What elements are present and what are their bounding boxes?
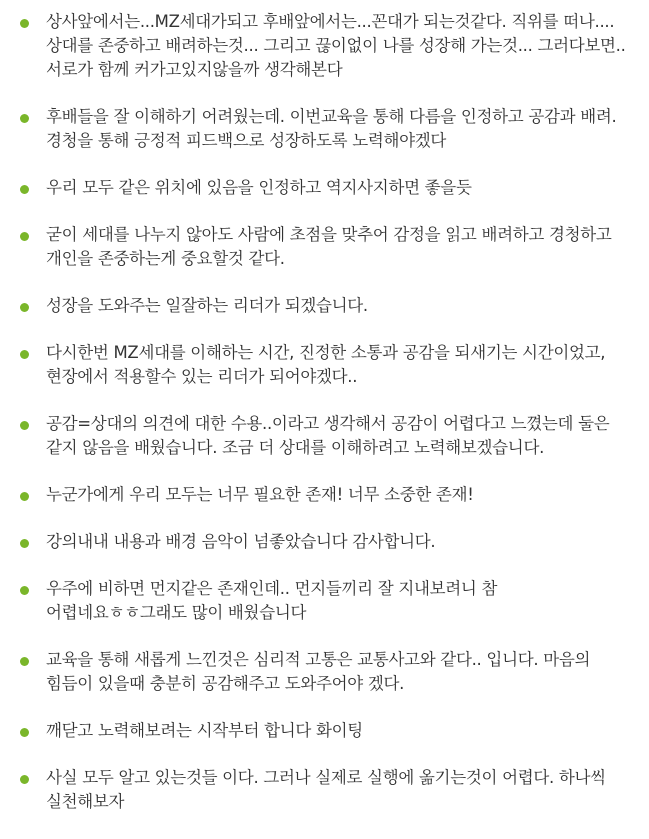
list-item <box>0 577 649 625</box>
bullet-dot-icon <box>20 303 29 312</box>
list-item <box>0 176 649 200</box>
list-item <box>0 341 649 389</box>
comment-text: 강의내내 내용과 배경 음악이 넘좋았습니다 감사합니다. <box>46 532 436 551</box>
comment-text: 누군가에게 우리 모두는 너무 필요한 존재! 너무 소중한 존재! <box>46 485 474 504</box>
bullet-dot-icon <box>20 421 29 430</box>
list-item <box>0 530 649 554</box>
list-item <box>0 294 649 318</box>
list-item <box>0 412 649 460</box>
bullet-dot-icon <box>20 232 29 241</box>
bullet-dot-icon <box>20 492 29 501</box>
comment-text: 굳이 세대를 나누지 않아도 사람에 초점을 맞추어 감정을 읽고 배려하고 경청하고 개인을 존중하는게 중요할것 같다. <box>46 225 612 268</box>
comment-list <box>0 10 649 837</box>
bullet-dot-icon <box>20 350 29 359</box>
list-item <box>0 223 649 271</box>
comment-text: 상사앞에서는...MZ세대가되고 후배앞에서는...꼰대가 되는것같다. 직위를 떠나.... 상대를 존중하고 배려하는것... 그리고 끊이없이 나를 성장해 가는것... 그러다보면..서로가 함께 커가고있지않을까 생각해본다 <box>46 12 626 79</box>
bullet-dot-icon <box>20 185 29 194</box>
bullet-dot-icon <box>20 586 29 595</box>
list-item <box>0 483 649 507</box>
list-item <box>0 719 649 743</box>
comment-text: 깨닫고 노력해보려는 시작부터 합니다 화이팅 <box>46 721 363 740</box>
bullet-dot-icon <box>20 728 29 737</box>
bullet-dot-icon <box>20 19 29 28</box>
list-item <box>0 10 649 82</box>
comment-text: 우리 모두 같은 위치에 있음을 인정하고 역지사지하면 좋을듯 <box>46 178 472 197</box>
comment-text: 사실 모두 알고 있는것들 이다. 그러나 실제로 실행에 옮기는것이 어렵다. 하나씩 실천해보자 <box>46 768 606 811</box>
list-item <box>0 766 649 814</box>
comment-text: 공감=상대의 의견에 대한 수용..이라고 생각해서 공감이 어렵다고 느꼈는데 둘은 같지 않음을 배웠습니다. 조금 더 상대를 이해하려고 노력해보겠습니다. <box>46 414 610 457</box>
comment-text: 다시한번 MZ세대를 이해하는 시간, 진정한 소통과 공감을 되새기는 시간이었고, 현장에서 적용할수 있는 리더가 되어야겠다.. <box>46 343 606 386</box>
list-item <box>0 105 649 153</box>
comment-text: 후배들을 잘 이해하기 어려웠는데. 이번교육을 통해 다름을 인정하고 공감과 배려. 경청을 통해 긍정적 피드백으로 성장하도록 노력해야겠다 <box>46 107 617 150</box>
bullet-dot-icon <box>20 539 29 548</box>
comment-text: 성장을 도와주는 일잘하는 리더가 되겠습니다. <box>46 296 368 315</box>
bullet-dot-icon <box>20 657 29 666</box>
comment-text: 우주에 비하면 먼지같은 존재인데.. 먼지들끼리 잘 지내보려니 참 어렵네요ㅎㅎ그래도 많이 배웠습니다 <box>46 579 498 622</box>
list-item <box>0 648 649 696</box>
comment-text: 교육을 통해 새롭게 느낀것은 심리적 고통은 교통사고와 같다.. 입니다. 마음의 힘듬이 있을때 충분히 공감해주고 도와주어야 겠다. <box>46 650 591 693</box>
bullet-dot-icon <box>20 114 29 123</box>
bullet-dot-icon <box>20 775 29 784</box>
